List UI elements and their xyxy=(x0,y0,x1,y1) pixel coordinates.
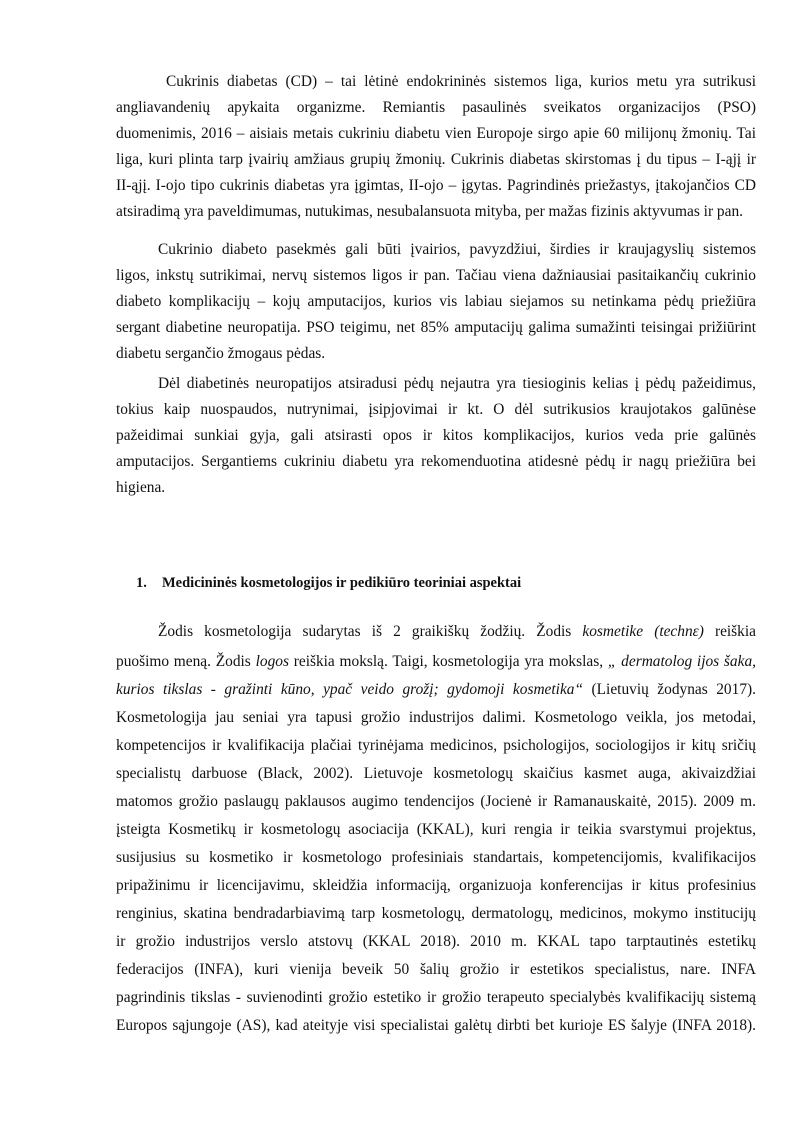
intro-p2-line-1: Cukrinio diabeto pasekmės gali būti įvairios, pavyzdžiui, širdies ir kraujagyslių sistemos xyxy=(158,241,756,258)
section-p1-line-5: kompetencijos ir kvalifikacija plačiai tyrinėjama medicinos, psichologijos, sociologijos ir kitų sričių xyxy=(116,737,756,754)
section-p1-line-2 xyxy=(116,652,756,672)
intro-p2-line-3: diabeto komplikacijų – kojų amputacijos, kurios vis labiau siejamos su netinkama pėdų priežiūra xyxy=(116,293,756,310)
intro-p3-line-4: amputacijos. Sergantiems cukriniu diabetu yra rekomenduotina atidesnė pėdų ir nagų priežiūra bei xyxy=(116,453,756,470)
intro-p2-line-4: sergant diabetine neuropatija. PSO teigimu, net 85% amputacijų galima sumažinti teisingai prižiūrint xyxy=(116,319,756,336)
intro-p1-line-6: atsiradimą yra paveldimumas, nutukimas, nesubalansuota mityba, per mažas fizinis aktyvumas ir pan. xyxy=(116,203,744,220)
section-p1-line-15: Europos sąjungoje (AS), kad ateityje visi specialistai galėtų dirbti bet kurioje ES šalyje (INFA 2018). xyxy=(116,1017,756,1034)
section-title: Medicininės kosmetologijos ir pedikiūro teoriniai aspektai xyxy=(162,575,522,591)
section-p1-line-12: ir grožio industrijos verslo atstovų (KKAL 2018). 2010 m. KKAL tapo tarptautinės estetikų xyxy=(116,933,756,950)
section-p1-l2b: logos xyxy=(255,653,289,670)
section-p1-line-6: specialistų darbuose (Black, 2002). Lietuvoje kosmetologų skaičius kasmet auga, akivaizdžiai xyxy=(116,765,756,782)
section-p1-l3b: (Lietuvių žodynas 2017). xyxy=(591,681,756,698)
intro-p1-line-2: angliavandenių apykaita organizme. Remiantis pasaulinės sveikatos organizacijos (PSO) xyxy=(116,99,756,116)
section-p1-line-1 xyxy=(158,622,756,642)
intro-p2-line-5: diabetu sergančio žmogaus pėdas. xyxy=(116,345,326,362)
section-p1-line-3 xyxy=(116,680,756,700)
intro-p3-line-2: tokius kaip nuospaudos, nutrynimai, įsipjovimai ir kt. O dėl sutrikusios kraujotakos galūnėse xyxy=(116,401,756,418)
section-p1-l1a: Žodis kosmetologija sudarytas iš 2 graikiškų žodžių. Žodis xyxy=(158,623,572,640)
intro-p3-line-1: Dėl diabetinės neuropatijos atsiradusi pėdų nejautra yra tiesioginis kelias į pėdų pažeidimus, xyxy=(158,375,756,392)
section-heading xyxy=(136,575,521,592)
intro-p3-line-3: pažeidimai sunkiai gyja, gali atsirasti opos ir kitos komplikacijos, kurios veda prie galūnės xyxy=(116,427,756,444)
section-p1-l3a: kurios tikslas - gražinti kūno, ypač veido grožį; gydomoji kosmetika“ xyxy=(116,681,584,698)
intro-p1-line-1: Cukrinis diabetas (CD) – tai lėtinė endokrininės sistemos liga, kurios metu yra sutrikusi xyxy=(166,73,756,90)
intro-p3-line-5: higiena. xyxy=(116,479,166,496)
section-p1-line-11: renginius, skatina bendradarbiavimą tarp kosmetologų, dermatologų, medicinos, mokymo institucijų xyxy=(116,905,756,922)
section-p1-l2d: „ dermatolog ijos šaka, xyxy=(607,653,756,670)
section-p1-l2a: puošimo meną. Žodis xyxy=(116,653,251,670)
section-p1-line-9: susijusius su kosmetiko ir kosmetologo profesiniais standartais, kompetencijomis, kvalifikacijos xyxy=(116,849,756,866)
section-number: 1. xyxy=(136,575,147,591)
intro-p1-line-5: II-ąjį. I-ojo tipo cukrinis diabetas yra įgimtas, II-ojo – įgytas. Pagrindinės priežastys, įtakojančios CD xyxy=(116,177,756,194)
section-p1-l1b: kosmetike (technε) xyxy=(582,623,704,640)
section-p1-line-14: pagrindinis tikslas - suvienodinti grožio estetiko ir grožio terapeuto specialybės kvalifikacijų sistemą xyxy=(116,989,756,1006)
section-p1-line-13: federacijos (INFA), kuri vienija beveik 50 šalių grožio ir estetikos specialistus, nare. INFA xyxy=(116,961,756,978)
intro-p1-line-3: duomenimis, 2016 – aisiais metais cukriniu diabetu vien Europoje sirgo apie 60 milijonų žmonių. Tai xyxy=(116,125,756,142)
section-p1-l1c: reiškia xyxy=(714,623,756,640)
section-p1-line-8: įsteigta Kosmetikų ir kosmetologų asociacija (KKAL), kuri rengia ir teikia svarstymui projektus, xyxy=(116,821,756,838)
intro-p1-line-4: liga, kuri plinta tarp įvairių amžiaus grupių žmonių. Cukrinis diabetas skirstomas į du tipus – I-ąjį ir xyxy=(116,151,756,168)
section-p1-line-4: Kosmetologija jau seniai yra tapusi grožio industrijos dalimi. Kosmetologo veikla, jos metodai, xyxy=(116,709,756,726)
section-p1-line-7: matomos grožio paslaugų paklausos augimo tendencijos (Jocienė ir Ramanauskaitė, 2015). 2009 m. xyxy=(116,793,756,810)
section-p1-l2c: reiškia mokslą. Taigi, kosmetologija yra mokslas, xyxy=(293,653,604,670)
intro-p2-line-2: ligos, inkstų sutrikimai, nervų sistemos ligos ir pan. Tačiau viena dažniausiai pasitaikančių cukrinio xyxy=(116,267,756,284)
section-p1-line-10: pripažinimu ir licencijavimu, skleidžia informaciją, organizuoja konferencijas ir kitus profesinius xyxy=(116,877,756,894)
